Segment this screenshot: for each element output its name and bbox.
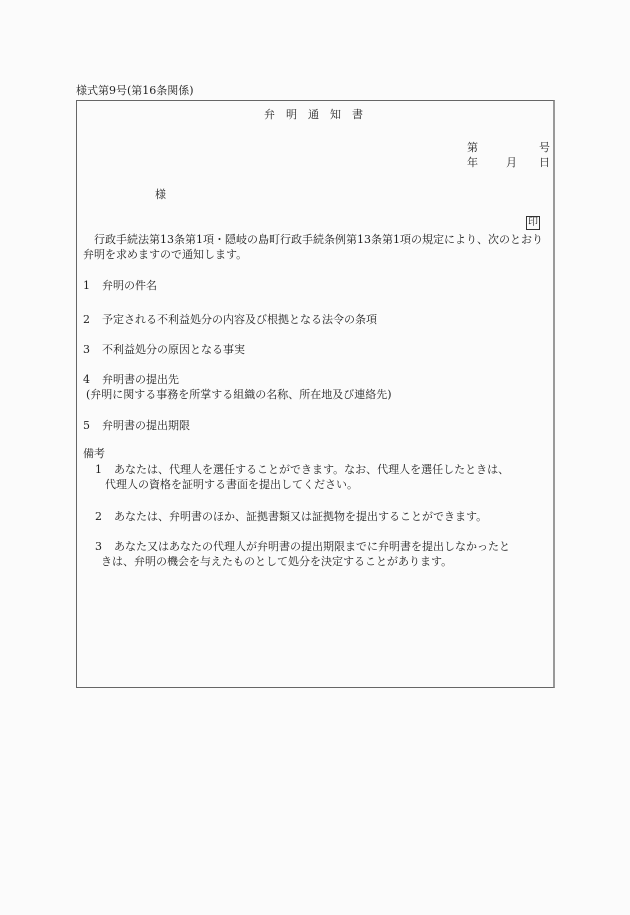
note-text-line1: あなたは、代理人を選任することができます。なお、代理人を選任したときは、 — [114, 463, 510, 476]
note-1 — [95, 462, 547, 492]
item-number: 4 — [83, 373, 90, 386]
note-text-line1: あなたは、弁明書のほか、証拠書類又は証拠物を提出することができます。 — [114, 510, 488, 523]
note-3 — [95, 539, 547, 569]
date-year-label: 年 — [467, 156, 478, 169]
item-number: 2 — [83, 313, 90, 326]
intro-paragraph: 行政手続法第13条第1項・隠岐の島町行政手続条例第13条第1項の規定により、次のとおり弁明を求めますので通知します。 — [83, 233, 543, 261]
date-month-label: 月 — [506, 156, 517, 169]
note-number: 3 — [95, 540, 102, 553]
item-number: 1 — [83, 279, 90, 292]
addressee-suffix: 様 — [155, 188, 166, 201]
item-text: 不利益処分の原因となる事実 — [102, 343, 245, 356]
number-prefix: 第 — [467, 141, 478, 154]
note-text-line1: あなた又はあなたの代理人が弁明書の提出期限までに弁明書を提出しなかったと — [114, 540, 510, 553]
item-text: 弁明書の提出期限 — [102, 419, 190, 432]
form-number-label: 様式第9号(第16条関係) — [76, 84, 194, 97]
item-text: 弁明の件名 — [102, 279, 157, 292]
item-4-subtext: (弁明に関する事務を所掌する組織の名称、所在地及び連絡先) — [86, 388, 392, 401]
note-number: 2 — [95, 510, 102, 523]
item-text: 予定される不利益処分の内容及び根拠となる法令の条項 — [102, 313, 377, 326]
notes-heading: 備考 — [83, 447, 105, 460]
item-1 — [83, 279, 157, 293]
item-2 — [83, 313, 377, 327]
item-number: 5 — [83, 419, 90, 432]
document-title: 弁明通知書 — [264, 108, 374, 121]
notice-form-box — [76, 100, 555, 688]
note-number: 1 — [95, 463, 102, 476]
seal-icon: 印 — [528, 217, 538, 228]
item-number: 3 — [83, 343, 90, 356]
note-text-line2: 代理人の資格を証明する書面を提出してください。 — [105, 478, 358, 491]
number-suffix: 号 — [539, 141, 550, 154]
note-text-line2: きは、弁明の機会を与えたものとして処分を決定することがあります。 — [101, 555, 453, 568]
item-3 — [83, 343, 245, 357]
item-4 — [83, 373, 179, 387]
item-text: 弁明書の提出先 — [102, 373, 179, 386]
item-5 — [83, 419, 190, 433]
note-2 — [95, 509, 547, 524]
date-day-label: 日 — [539, 156, 550, 169]
